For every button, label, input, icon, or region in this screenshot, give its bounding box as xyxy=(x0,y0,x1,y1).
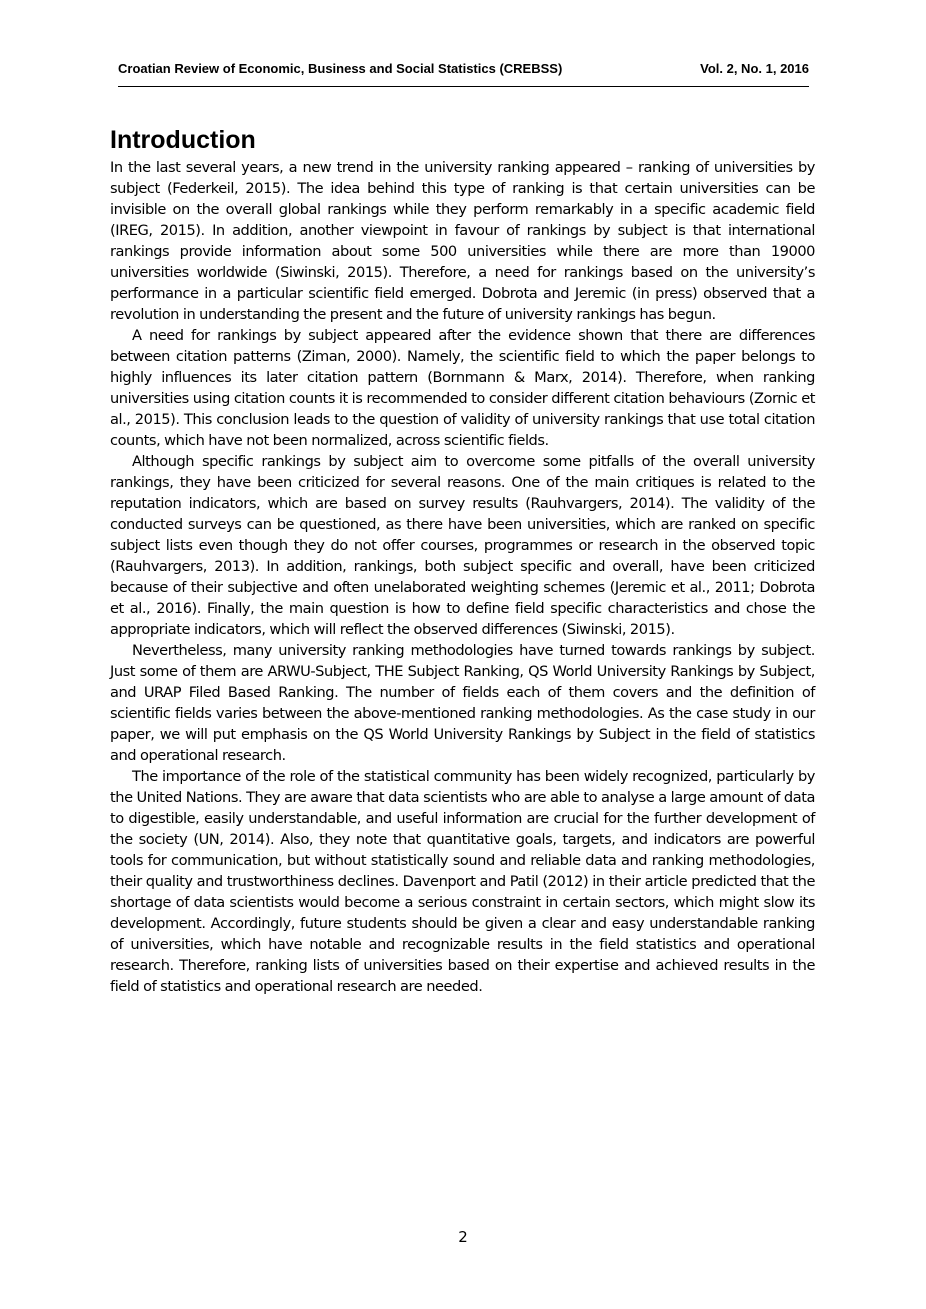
journal-title: Croatian Review of Economic, Business and Social Statistics (CREBSS) xyxy=(118,61,563,76)
paragraph-3: Although specific rankings by subject aim to overcome some pitfalls of the overall university rankings, they have been criticized for several reasons. One of the main critiques is related to the reputation indicators, which are based on survey results (Rauhvargers, 2014). The validity of the conducted surveys can be questioned, as there have been universities, which are ranked on specific subject lists even though they do not offer courses, programmes or research in the observed topic (Rauhvargers, 2013). In addition, rankings, both subject specific and overall, have been criticized because of their subjective and often unelaborated weighting schemes (Jeremic et al., 2011; Dobrota et al., 2016). Finally, the main question is how to define field specific characteristics and chose the appropriate indicators, which will reflect the observed differences (Siwinski, 2015). xyxy=(110,453,815,638)
section-title: Introduction xyxy=(110,126,256,154)
paragraph-5: The importance of the role of the statistical community has been widely recognized, particularly by the United Nations. They are aware that data scientists who are able to analyse a large amount of data to digestible, easily understandable, and useful information are crucial for the further development of the society (UN, 2014). Also, they note that quantitative goals, targets, and indicators are powerful tools for communication, but without statistically sound and reliable data and ranking methodologies, their quality and trustworthiness declines. Davenport and Patil (2012) in their article predicted that the shortage of data scientists would become a serious constraint in certain sectors, which might slow its development. Accordingly, future students should be given a clear and easy understandable ranking of universities, which have notable and recognizable results in the field statistics and operational research. Therefore, ranking lists of universities based on their expertise and achieved results in the field of statistics and operational research are needed. xyxy=(110,768,815,995)
article-body xyxy=(110,124,815,997)
paragraph-2: A need for rankings by subject appeared after the evidence shown that there are differences between citation patterns (Ziman, 2000). Namely, the scientific field to which the paper belongs to highly influences its later citation pattern (Bornmann & Marx, 2014). Therefore, when ranking universities using citation counts it is recommended to consider different citation behaviours (Zornic et al., 2015). This conclusion leads to the question of validity of university rankings that use total citation counts, which have not been normalized, across scientific fields. xyxy=(110,327,815,449)
running-header xyxy=(118,58,809,87)
volume-info: Vol. 2, No. 1, 2016 xyxy=(700,61,809,76)
page-number: 2 xyxy=(458,1228,468,1246)
paragraph-1: In the last several years, a new trend in the university ranking appeared – ranking of universities by subject (Federkeil, 2015). The idea behind this type of ranking is that certain universities can be invisible on the overall global rankings while they perform remarkably in a specific academic field (IREG, 2015). In addition, another viewpoint in favour of rankings by subject is that international rankings provide information about some 500 universities while there are more than 19000 universities worldwide (Siwinski, 2015). Therefore, a need for rankings based on the university’s performance in a particular scientific field emerged. Dobrota and Jeremic (in press) observed that a revolution in understanding the present and the future of university rankings has begun. xyxy=(110,159,815,323)
paragraph-4: Nevertheless, many university ranking methodologies have turned towards rankings by subject. Just some of them are ARWU-Subject, THE Subject Ranking, QS World University Rankings by Subject, and URAP Filed Based Ranking. The number of fields each of them covers and the definition of scientific fields varies between the above-mentioned ranking methodologies. As the case study in our paper, we will put emphasis on the QS World University Rankings by Subject in the field of statistics and operational research. xyxy=(110,642,815,764)
